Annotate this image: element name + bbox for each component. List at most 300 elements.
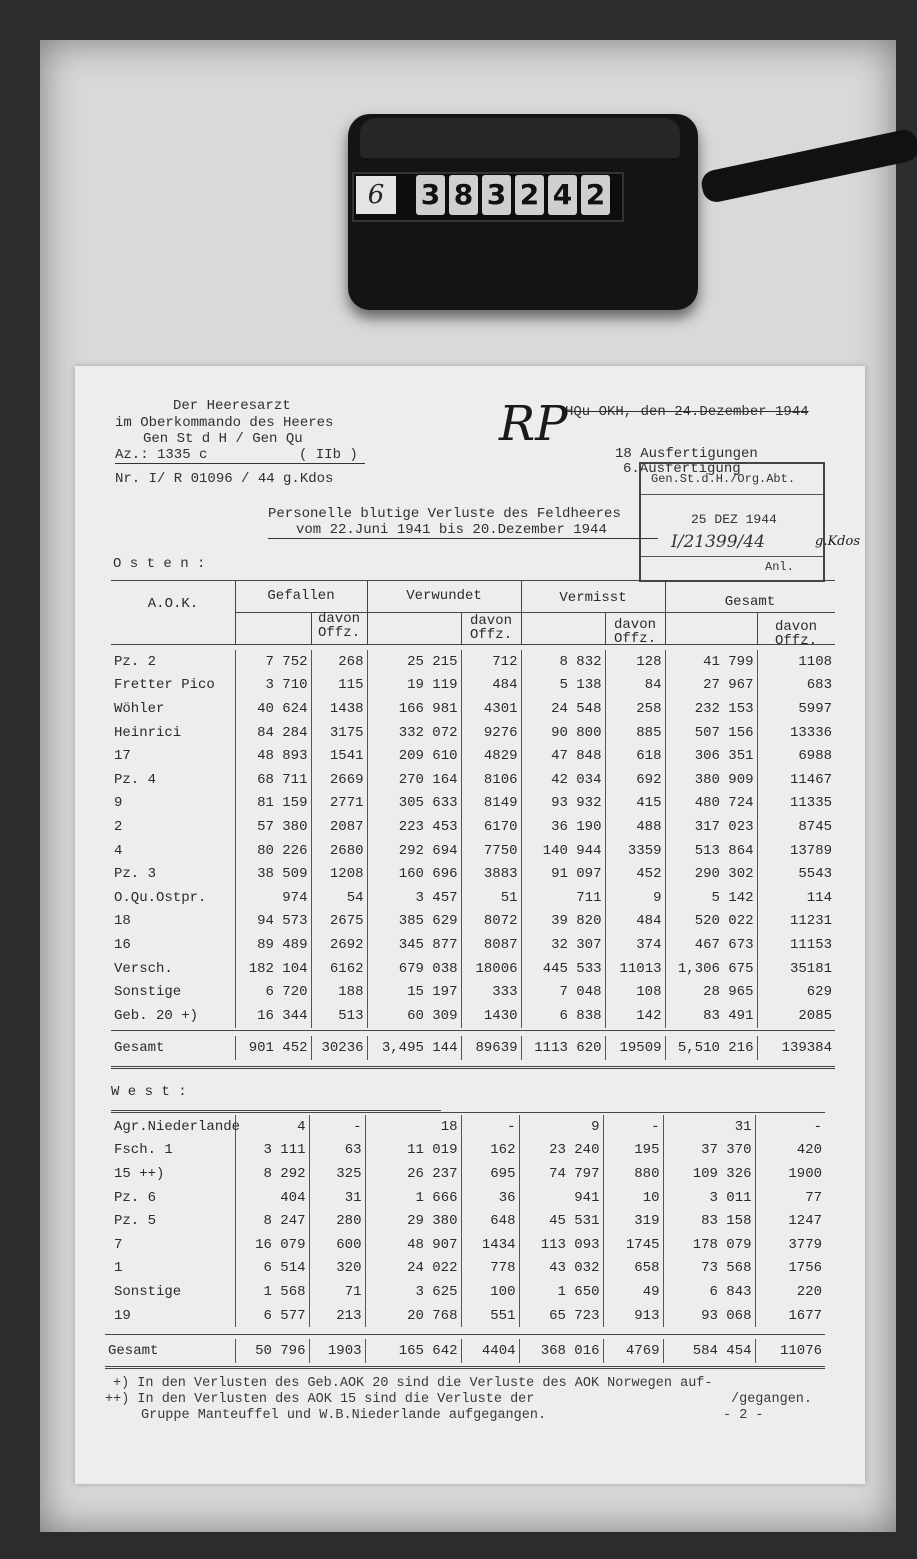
value-cell: 16 079	[235, 1233, 309, 1257]
value-cell: 1756	[755, 1257, 825, 1281]
value-cell: 178 079	[663, 1233, 755, 1257]
col-head-total-officers: davon Offz.	[774, 619, 817, 649]
document-number: Nr. I/ R 01096 / 44 g.Kdos	[115, 471, 334, 487]
value-cell: 901 452	[235, 1036, 311, 1060]
value-cell: 941	[519, 1186, 603, 1210]
east-table-row	[111, 839, 835, 863]
value-cell: 11013	[605, 957, 665, 981]
file-reference	[115, 447, 365, 464]
footnote-3: Gruppe Manteuffel und W.B.Niederlande aufgegangen.	[141, 1408, 547, 1423]
footnote-1-continuation: /gegangen.	[731, 1392, 813, 1407]
counter-digit: 4	[548, 175, 577, 215]
file-reference-az: Az.: 1335 c	[115, 447, 208, 463]
west-table-row	[111, 1139, 825, 1163]
value-cell: 778	[461, 1257, 519, 1281]
value-cell: 488	[605, 815, 665, 839]
value-cell: 270 164	[367, 768, 461, 792]
value-cell: 484	[605, 910, 665, 934]
value-cell: 268	[311, 650, 367, 674]
footnote-1: +) In den Verlusten des Geb.AOK 20 sind die Verluste des AOK Norwegen auf-	[113, 1376, 713, 1391]
west-table-row	[111, 1233, 825, 1257]
value-cell: 1 666	[365, 1186, 461, 1210]
value-cell: 320	[309, 1257, 365, 1281]
value-cell: 93 068	[663, 1304, 755, 1328]
registry-stamp	[639, 462, 825, 582]
col-head-killed-officers: davon Offz.	[317, 611, 360, 641]
value-cell: 182 104	[235, 957, 311, 981]
col-head-missing: Vermisst	[559, 590, 627, 606]
value-cell: 16 344	[235, 1004, 311, 1028]
value-cell: 1113 620	[521, 1036, 605, 1060]
counter-digit: 3	[416, 175, 445, 215]
west-table-row	[111, 1162, 825, 1186]
stamp-date: 25 DEZ 1944	[691, 512, 777, 527]
value-cell: 385 629	[367, 910, 461, 934]
value-cell: 100	[461, 1280, 519, 1304]
value-cell: 5 142	[665, 886, 757, 910]
east-table-row	[111, 910, 835, 934]
value-cell: 1541	[311, 744, 367, 768]
value-cell: 11231	[757, 910, 835, 934]
army-name-cell: 17	[114, 748, 131, 765]
value-cell: 551	[461, 1304, 519, 1328]
value-cell: 1247	[755, 1209, 825, 1233]
value-cell: 5997	[757, 697, 835, 721]
value-cell: 91 097	[521, 862, 605, 886]
col-head-total: Gesamt	[724, 594, 776, 610]
value-cell: 9	[519, 1115, 603, 1139]
value-cell: 60 309	[367, 1004, 461, 1028]
value-cell: 38 509	[235, 862, 311, 886]
value-cell: 41 799	[665, 650, 757, 674]
value-cell: 45 531	[519, 1209, 603, 1233]
value-cell: 711	[521, 886, 605, 910]
army-name-cell: Sonstige	[114, 1283, 182, 1300]
handwritten-initials: RP	[499, 396, 568, 452]
value-cell: 51	[461, 886, 521, 910]
value-cell: 84 284	[235, 721, 311, 745]
value-cell: 50 796	[235, 1339, 309, 1363]
value-cell: 81 159	[235, 792, 311, 816]
value-cell: 68 711	[235, 768, 311, 792]
east-table-row	[111, 886, 835, 910]
west-table-row	[111, 1304, 825, 1328]
value-cell: 2680	[311, 839, 367, 863]
value-cell: 39 820	[521, 910, 605, 934]
value-cell: 913	[603, 1304, 663, 1328]
value-cell: 18006	[461, 957, 521, 981]
value-cell: 5543	[757, 862, 835, 886]
value-cell: 584 454	[663, 1339, 755, 1363]
value-cell: 89639	[461, 1036, 521, 1060]
value-cell: 1 650	[519, 1280, 603, 1304]
west-total-row	[105, 1339, 825, 1363]
value-cell: 4	[235, 1115, 309, 1139]
value-cell: 480 724	[665, 792, 757, 816]
value-cell: 1 568	[235, 1280, 309, 1304]
value-cell: 8106	[461, 768, 521, 792]
value-cell: 507 156	[665, 721, 757, 745]
value-cell: 195	[603, 1139, 663, 1163]
footnote-2: ++) In den Verlusten des AOK 15 sind die Verluste der	[105, 1392, 535, 1407]
value-cell: 6988	[757, 744, 835, 768]
value-cell: 305 633	[367, 792, 461, 816]
value-cell: 368 016	[519, 1339, 603, 1363]
value-cell: -	[461, 1115, 519, 1139]
value-cell: 128	[605, 650, 665, 674]
value-cell: 325	[309, 1162, 365, 1186]
east-losses-table	[111, 650, 835, 1028]
file-reference-code: ( IIb )	[299, 447, 358, 463]
value-cell: 11467	[757, 768, 835, 792]
handwritten-note: g.Kdos	[815, 534, 860, 549]
east-total-row	[111, 1036, 835, 1060]
value-cell: 679 038	[367, 957, 461, 981]
value-cell: 11335	[757, 792, 835, 816]
army-name-cell: Sonstige	[114, 984, 182, 1001]
value-cell: 36	[461, 1186, 519, 1210]
army-name-cell: Pz. 4	[114, 771, 157, 788]
copy-number: 6.Ausfertigung	[623, 461, 741, 477]
value-cell: 1208	[311, 862, 367, 886]
value-cell: 57 380	[235, 815, 311, 839]
value-cell: 880	[603, 1162, 663, 1186]
value-cell: 30236	[311, 1036, 367, 1060]
stamp-organization: Gen.St.d.H./Org.Abt.	[651, 472, 796, 486]
counter-digit: 3	[482, 175, 511, 215]
value-cell: 445 533	[521, 957, 605, 981]
east-table-row	[111, 792, 835, 816]
army-name-cell: 18	[114, 913, 131, 930]
value-cell: 65 723	[519, 1304, 603, 1328]
value-cell: 2669	[311, 768, 367, 792]
value-cell: 3883	[461, 862, 521, 886]
value-cell: 380 909	[665, 768, 757, 792]
value-cell: 80 226	[235, 839, 311, 863]
army-name-cell: Agr.Niederlande	[114, 1118, 241, 1135]
document-period: vom 22.Juni 1941 bis 20.Dezember 1944	[268, 522, 658, 539]
west-total-table	[105, 1339, 825, 1363]
value-cell: 8 247	[235, 1209, 309, 1233]
east-table-row	[111, 862, 835, 886]
value-cell: 8 832	[521, 650, 605, 674]
value-cell: 2692	[311, 933, 367, 957]
value-cell: 520 022	[665, 910, 757, 934]
east-table-row	[111, 697, 835, 721]
value-cell: 3175	[311, 721, 367, 745]
value-cell: 10	[603, 1186, 663, 1210]
army-name-cell: 15 ++)	[114, 1165, 165, 1182]
sender-line-3: Gen St d H / Gen Qu	[143, 431, 303, 447]
value-cell: 54	[311, 886, 367, 910]
value-cell: 42 034	[521, 768, 605, 792]
value-cell: 8087	[461, 933, 521, 957]
value-cell: 8 292	[235, 1162, 309, 1186]
value-cell: 83 158	[663, 1209, 755, 1233]
col-head-wounded-officers: davon Offz.	[469, 613, 512, 643]
value-cell: 1,306 675	[665, 957, 757, 981]
value-cell: 48 893	[235, 744, 311, 768]
army-name-cell: O.Qu.Ostpr.	[114, 889, 207, 906]
value-cell: 209 610	[367, 744, 461, 768]
value-cell: 63	[309, 1139, 365, 1163]
value-cell: 36 190	[521, 815, 605, 839]
east-table-row	[111, 650, 835, 674]
value-cell: 232 153	[665, 697, 757, 721]
value-cell: 11076	[755, 1339, 825, 1363]
value-cell: 6170	[461, 815, 521, 839]
value-cell: 345 877	[367, 933, 461, 957]
value-cell: 93 932	[521, 792, 605, 816]
value-cell: 165 642	[365, 1339, 461, 1363]
sender-line-2: im Oberkommando des Heeres	[115, 415, 334, 431]
value-cell: 19 119	[367, 674, 461, 698]
value-cell: 4404	[461, 1339, 519, 1363]
value-cell: 280	[309, 1209, 365, 1233]
value-cell: 332 072	[367, 721, 461, 745]
value-cell: 160 696	[367, 862, 461, 886]
value-cell: 513 864	[665, 839, 757, 863]
value-cell: 19509	[605, 1036, 665, 1060]
value-cell: 695	[461, 1162, 519, 1186]
value-cell: 3 710	[235, 674, 311, 698]
value-cell: 292 694	[367, 839, 461, 863]
army-name-cell: Pz. 5	[114, 1213, 157, 1230]
value-cell: 31	[309, 1186, 365, 1210]
value-cell: 43 032	[519, 1257, 603, 1281]
value-cell: 3 625	[365, 1280, 461, 1304]
counter-top	[360, 118, 680, 158]
army-name-cell: Gesamt	[108, 1342, 159, 1359]
value-cell: 2675	[311, 910, 367, 934]
value-cell: 484	[461, 674, 521, 698]
value-cell: 6162	[311, 957, 367, 981]
value-cell: 4301	[461, 697, 521, 721]
value-cell: 142	[605, 1004, 665, 1028]
value-cell: 1108	[757, 650, 835, 674]
value-cell: 712	[461, 650, 521, 674]
value-cell: 8149	[461, 792, 521, 816]
value-cell: 48 907	[365, 1233, 461, 1257]
value-cell: 319	[603, 1209, 663, 1233]
value-cell: 3359	[605, 839, 665, 863]
frame-counter-device	[340, 114, 710, 314]
page-number: - 2 -	[723, 1408, 764, 1423]
value-cell: 3 111	[235, 1139, 309, 1163]
army-name-cell: 7	[114, 1236, 123, 1253]
west-losses-table	[111, 1115, 825, 1327]
counter-digit: 8	[449, 175, 478, 215]
value-cell: 306 351	[665, 744, 757, 768]
east-total-table	[111, 1036, 835, 1060]
value-cell: 885	[605, 721, 665, 745]
army-name-cell: 1	[114, 1260, 123, 1277]
value-cell: 5,510 216	[665, 1036, 757, 1060]
value-cell: 47 848	[521, 744, 605, 768]
value-cell: 11153	[757, 933, 835, 957]
east-table-row	[111, 980, 835, 1004]
value-cell: 188	[311, 980, 367, 1004]
army-name-cell: 19	[114, 1307, 131, 1324]
value-cell: 109 326	[663, 1162, 755, 1186]
value-cell: 13336	[757, 721, 835, 745]
value-cell: 83 491	[665, 1004, 757, 1028]
stamp-number: I/21399/44	[671, 532, 765, 552]
value-cell: 3,495 144	[367, 1036, 461, 1060]
value-cell: 258	[605, 697, 665, 721]
value-cell: 115	[311, 674, 367, 698]
col-head-aok: A.O.K.	[147, 596, 199, 612]
army-name-cell: Geb. 20 +)	[114, 1007, 199, 1024]
value-cell: 31	[663, 1115, 755, 1139]
value-cell: 113 093	[519, 1233, 603, 1257]
army-name-cell: Heinrici	[114, 724, 182, 741]
value-cell: 1903	[309, 1339, 365, 1363]
value-cell: 7750	[461, 839, 521, 863]
document-title: Personelle blutige Verluste des Feldheeres	[268, 506, 621, 522]
value-cell: 2087	[311, 815, 367, 839]
east-table-row	[111, 1004, 835, 1028]
west-table-row	[111, 1280, 825, 1304]
east-table-row	[111, 674, 835, 698]
col-head-missing-officers: davon Offz.	[613, 617, 656, 647]
value-cell: 452	[605, 862, 665, 886]
value-cell: 658	[603, 1257, 663, 1281]
west-table-row	[111, 1186, 825, 1210]
value-cell: 162	[461, 1139, 519, 1163]
west-table-row	[111, 1257, 825, 1281]
army-name-cell: 4	[114, 842, 123, 859]
value-cell: 9276	[461, 721, 521, 745]
value-cell: 32 307	[521, 933, 605, 957]
value-cell: 9	[605, 886, 665, 910]
army-name-cell: Pz. 2	[114, 653, 157, 670]
army-name-cell: 2	[114, 818, 123, 835]
value-cell: 648	[461, 1209, 519, 1233]
section-label-east: O s t e n :	[113, 556, 206, 572]
value-cell: 166 981	[367, 697, 461, 721]
value-cell: 1745	[603, 1233, 663, 1257]
value-cell: 290 302	[665, 862, 757, 886]
value-cell: 73 568	[663, 1257, 755, 1281]
value-cell: 6 838	[521, 1004, 605, 1028]
value-cell: 7 752	[235, 650, 311, 674]
value-cell: 8745	[757, 815, 835, 839]
value-cell: 1900	[755, 1162, 825, 1186]
value-cell: 4769	[603, 1339, 663, 1363]
value-cell: 40 624	[235, 697, 311, 721]
value-cell: 6 577	[235, 1304, 309, 1328]
value-cell: 108	[605, 980, 665, 1004]
value-cell: 317 023	[665, 815, 757, 839]
value-cell: 1438	[311, 697, 367, 721]
value-cell: 71	[309, 1280, 365, 1304]
value-cell: 513	[311, 1004, 367, 1028]
value-cell: 27 967	[665, 674, 757, 698]
value-cell: 6 514	[235, 1257, 309, 1281]
value-cell: 3779	[755, 1233, 825, 1257]
value-cell: 8072	[461, 910, 521, 934]
value-cell: 94 573	[235, 910, 311, 934]
value-cell: 974	[235, 886, 311, 910]
value-cell: 6 720	[235, 980, 311, 1004]
value-cell: 415	[605, 792, 665, 816]
value-cell: 629	[757, 980, 835, 1004]
counter-digits	[416, 172, 610, 215]
east-table-row	[111, 721, 835, 745]
value-cell: 25 215	[367, 650, 461, 674]
value-cell: 5 138	[521, 674, 605, 698]
value-cell: 1430	[461, 1004, 521, 1028]
value-cell: 3 457	[367, 886, 461, 910]
value-cell: 420	[755, 1139, 825, 1163]
value-cell: 600	[309, 1233, 365, 1257]
value-cell: 683	[757, 674, 835, 698]
army-name-cell: Pz. 6	[114, 1189, 157, 1206]
value-cell: 3 011	[663, 1186, 755, 1210]
value-cell: 333	[461, 980, 521, 1004]
east-table-row	[111, 744, 835, 768]
army-name-cell: 16	[114, 936, 131, 953]
army-name-cell: Wöhler	[114, 700, 165, 717]
army-name-cell: Fsch. 1	[114, 1142, 173, 1159]
value-cell: 84	[605, 674, 665, 698]
value-cell: 49	[603, 1280, 663, 1304]
east-table-row	[111, 768, 835, 792]
east-table-row	[111, 957, 835, 981]
army-name-cell: Pz. 3	[114, 866, 157, 883]
value-cell: 404	[235, 1186, 309, 1210]
value-cell: 37 370	[663, 1139, 755, 1163]
value-cell: 6 843	[663, 1280, 755, 1304]
value-cell: 23 240	[519, 1139, 603, 1163]
copies-total: 18 Ausfertigungen	[615, 446, 758, 462]
value-cell: 1677	[755, 1304, 825, 1328]
value-cell: 114	[757, 886, 835, 910]
value-cell: 24 022	[365, 1257, 461, 1281]
value-cell: 28 965	[665, 980, 757, 1004]
col-head-killed: Gefallen	[267, 588, 335, 604]
value-cell: 7 048	[521, 980, 605, 1004]
value-cell: 13789	[757, 839, 835, 863]
section-label-west: W e s t :	[111, 1084, 187, 1100]
army-name-cell: Fretter Pico	[114, 677, 215, 694]
stamp-attachments: Anl.	[765, 560, 794, 574]
value-cell: 18	[365, 1115, 461, 1139]
value-cell: 20 768	[365, 1304, 461, 1328]
value-cell: 4829	[461, 744, 521, 768]
west-table-row	[111, 1209, 825, 1233]
value-cell: 2771	[311, 792, 367, 816]
value-cell: -	[603, 1115, 663, 1139]
value-cell: 24 548	[521, 697, 605, 721]
value-cell: 89 489	[235, 933, 311, 957]
value-cell: 220	[755, 1280, 825, 1304]
east-table-row	[111, 933, 835, 957]
sender-line-1: Der Heeresarzt	[173, 398, 291, 414]
value-cell: 2085	[757, 1004, 835, 1028]
value-cell: 618	[605, 744, 665, 768]
counter-digit: 2	[581, 175, 610, 215]
army-name-cell: 9	[114, 795, 123, 812]
east-table-row	[111, 815, 835, 839]
counter-roll-label: 6	[356, 176, 396, 214]
value-cell: -	[309, 1115, 365, 1139]
value-cell: 77	[755, 1186, 825, 1210]
value-cell: 11 019	[365, 1139, 461, 1163]
value-cell: 90 800	[521, 721, 605, 745]
document-page	[75, 366, 865, 1484]
